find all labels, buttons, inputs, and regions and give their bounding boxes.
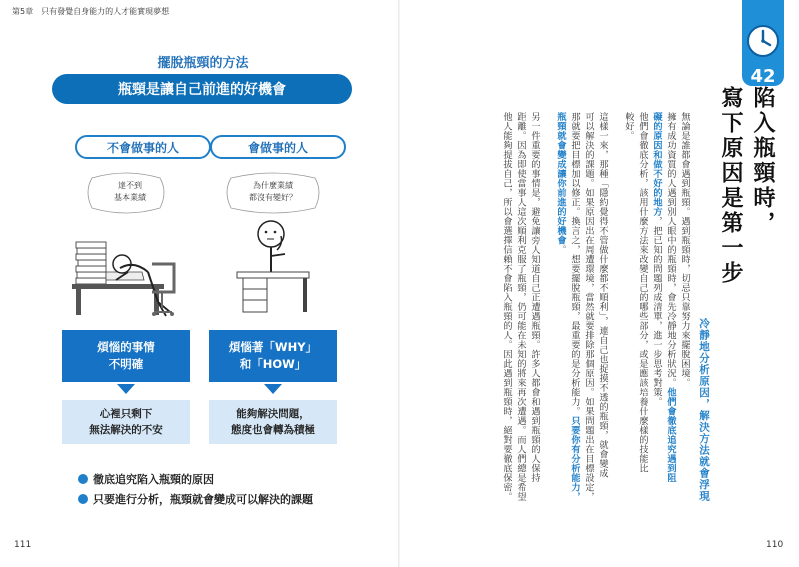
scene-unskilled-person xyxy=(62,168,190,318)
body-text: 他們會徹底分析，該用什麼方法來改變自己的哪些部分，或是應該培養什麼樣的技能比 xyxy=(637,112,648,473)
body-column xyxy=(664,112,676,483)
stick-figure-thinking-icon xyxy=(209,168,337,318)
body-text: 另一件重要的事情是，避免讓旁人知道自己正遭遇瓶頸。許多人都會和遇到瓶頸的人保持 xyxy=(529,112,540,483)
scene-skilled-person xyxy=(209,168,337,318)
speech-line: 為什麼業績 xyxy=(253,181,293,190)
body-column xyxy=(500,112,512,502)
person-slumped-at-desk-icon xyxy=(62,168,190,318)
problem-box-unskilled xyxy=(62,330,190,382)
page-number-left: 111 xyxy=(14,540,32,550)
running-head: 第5章 只有發覺自身能力的人才能實現夢想 xyxy=(12,7,170,16)
speech-line: 達不到 xyxy=(118,181,142,190)
arrow-down-icon xyxy=(264,384,282,394)
clock-icon xyxy=(746,24,780,58)
page-number-right: 110 xyxy=(766,540,784,550)
result-box-unskilled xyxy=(62,400,190,444)
summary-item xyxy=(78,489,313,509)
body-text: 無論是誰都會遇到瓶頸。遇到瓶頸時，切忌只靠努力來擺脫困境。 xyxy=(679,112,690,388)
section-title-line-1: 陷入瓶頸時， xyxy=(750,86,775,236)
body-column xyxy=(596,112,608,478)
body-text: 可以解決的課題。如果原因出在周遭環境，當然就要排除那個原因。如果問題出在目標設定， xyxy=(583,112,594,502)
result-box-skilled xyxy=(209,400,337,444)
body-text: 。 xyxy=(555,245,566,255)
problem-line: 煩惱的事情 xyxy=(97,340,155,354)
problem-box-skilled xyxy=(209,330,337,382)
result-line: 能夠解決問題， xyxy=(236,408,310,420)
body-highlight: 他們會徹底追究遇到阻 xyxy=(665,387,676,483)
result-line: 態度也會轉為積極 xyxy=(231,424,315,436)
summary-item xyxy=(78,469,313,489)
problem-line: 和「HOW」 xyxy=(239,357,307,371)
problem-line: 煩惱著「WHY」 xyxy=(228,340,318,354)
book-gutter xyxy=(398,0,400,567)
section-number: 42 xyxy=(750,66,776,87)
body-column xyxy=(568,112,580,502)
summary-text: 只要進行分析，瓶頸就會變成可以解決的課題 xyxy=(93,493,313,506)
section-title-line-2: 寫下原因是第一步 xyxy=(718,86,743,286)
problem-line: 不明確 xyxy=(108,357,144,371)
body-highlight: 只要你有分析能力， xyxy=(569,416,580,502)
speech-line: 基本業績 xyxy=(114,193,146,202)
section-tagline: 冷靜地分析原因，解決方法就會浮現 xyxy=(698,318,710,502)
body-text: 距離。因為即使當事人這次順利克服了瓶頸，仍可能在未知的將來再次遭遇。而人們總是希望 xyxy=(515,112,526,502)
body-column xyxy=(678,112,690,388)
diagram-title: 擺脫瓶頸的方法 xyxy=(157,56,249,71)
bullet-icon xyxy=(78,474,88,484)
result-line: 心裡只剩下 xyxy=(99,408,153,420)
body-column xyxy=(582,112,594,502)
body-highlight: 礙的原因和做不好的地方 xyxy=(651,112,662,217)
summary-list xyxy=(78,469,313,509)
body-column xyxy=(528,112,540,483)
body-column xyxy=(514,112,526,502)
body-column xyxy=(622,112,634,141)
body-column xyxy=(636,112,648,473)
speech-line: 都沒有變好？ xyxy=(249,193,297,202)
body-column xyxy=(650,112,662,407)
body-highlight: 瓶頸就會變成讓你前進的好機會 xyxy=(555,112,566,245)
arrow-down-icon xyxy=(117,384,135,394)
diagram-title-bar: 瓶頸是讓自己前進的好機會 xyxy=(52,74,352,104)
body-column xyxy=(554,112,566,255)
body-text: 擁有成功資質的人遇到別人眼中的瓶頸時，會先冷靜地分析狀況。 xyxy=(665,112,676,388)
body-text: ，把已知的問題列成清單，進一步思考對策。 xyxy=(651,216,662,407)
body-text: 那就要把目標加以修正。換言之，想要擺脫瓶頸，最重要的是分析能力。 xyxy=(569,112,580,416)
summary-text: 徹底追究陷入瓶頸的原因 xyxy=(93,473,214,486)
column-label-skilled: 會做事的人 xyxy=(210,135,346,159)
body-text: 這樣一來，那種「隱約覺得不管做什麼都不順利」，連自己也捉摸不透的瓶頸，就會變成 xyxy=(597,112,608,478)
body-text: 他人能夠提拔自己，所以會選擇信賴不會陷入瓶頸的人。因此遇到瓶頸時，絕對要徹底保密。 xyxy=(501,112,512,502)
result-line: 無法解決的不安 xyxy=(89,424,163,436)
column-label-unskilled: 不會做事的人 xyxy=(75,135,211,159)
bullet-icon xyxy=(78,494,88,504)
body-text: 較好。 xyxy=(623,112,634,141)
